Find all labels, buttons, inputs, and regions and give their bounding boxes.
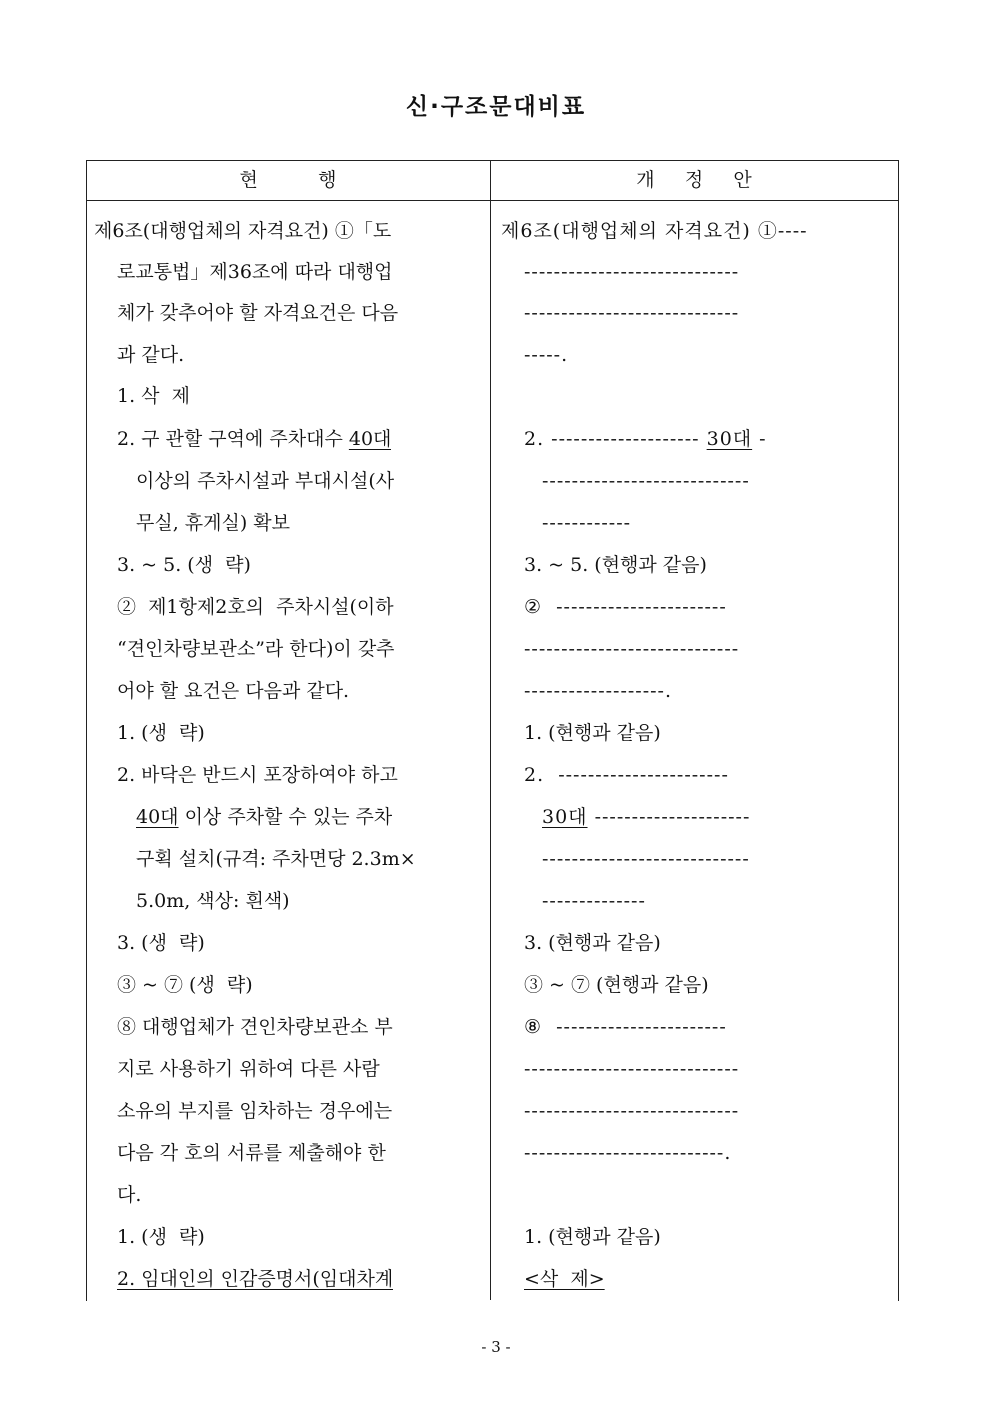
proposed-line: ⑧ -----------------------	[524, 1016, 727, 1038]
underlined-value: 40대	[348, 428, 392, 450]
current-line: “견인차량보관소”라 한다)이 갖추	[117, 638, 395, 660]
current-line: 어야 할 요건은 다음과 같다.	[117, 680, 350, 702]
proposed-line: 1. (현행과 같음)	[524, 722, 661, 744]
current-line: 무실, 휴게실) 확보	[136, 512, 291, 534]
proposed-line: ------------	[542, 512, 632, 534]
current-line: 1. (생 략)	[117, 1226, 205, 1248]
header-proposed: 개 정 안	[636, 169, 752, 191]
proposed-line: -----.	[524, 344, 569, 366]
proposed-line: 제6조(대행업체의 자격요건) ①----	[501, 220, 808, 242]
proposed-line: -----------------------------	[524, 1100, 740, 1122]
current-line: 이상의 주차시설과 부대시설(사	[136, 470, 395, 492]
current-text: 2. 구 관할 구역에 주차대수	[117, 428, 349, 450]
current-text: 이상 주차할 수 있는 주차	[178, 806, 393, 828]
current-line: 로교통법」제36조에 따라 대행업	[117, 261, 393, 283]
current-line: 지로 사용하기 위하여 다른 사람	[117, 1058, 380, 1080]
page-title: 신·구조문대비표	[405, 94, 587, 120]
proposed-text: ---------------------	[587, 806, 751, 828]
current-line: 제6조(대행업체의 자격요건) ①「도	[94, 220, 392, 242]
proposed-line: ---------------------------.	[524, 1142, 732, 1164]
current-line: 1. 삭 제	[117, 385, 190, 407]
current-line: 소유의 부지를 임차하는 경우에는	[117, 1100, 393, 1122]
proposed-line	[524, 418, 767, 460]
current-line: 다음 각 호의 서류를 제출해야 한	[117, 1142, 386, 1164]
proposed-line: --------------	[542, 890, 646, 912]
current-line	[136, 796, 392, 838]
underlined-value: 40대	[136, 806, 179, 828]
proposed-line: ----------------------------	[542, 848, 750, 870]
current-line: ② 제1항제2호의 주차시설(이하	[117, 596, 394, 618]
header-divider	[86, 200, 898, 201]
proposed-line: 1. (현행과 같음)	[524, 1226, 661, 1248]
current-line: 3. ~ 5. (생 략)	[117, 554, 251, 576]
proposed-line: 2. -----------------------	[524, 764, 729, 786]
current-line: 다.	[117, 1184, 142, 1206]
underlined-value: 30대	[542, 806, 588, 828]
proposed-text: -	[752, 428, 767, 450]
proposed-line: ② -----------------------	[524, 596, 727, 618]
current-line	[117, 418, 391, 460]
proposed-text: 2. --------------------	[524, 428, 707, 450]
current-line: 2. 임대인의 인감증명서(임대차계	[117, 1268, 394, 1290]
current-line: 1. (생 략)	[117, 722, 205, 744]
proposed-line: -----------------------------	[524, 261, 740, 283]
proposed-line	[542, 796, 750, 838]
current-line: 2. 바닥은 반드시 포장하여야 하고	[117, 764, 398, 786]
current-line: 과 같다.	[117, 344, 185, 366]
proposed-line: -----------------------------	[524, 1058, 740, 1080]
proposed-line: <삭 제>	[524, 1268, 605, 1290]
current-line: ③ ~ ⑦ (생 략)	[117, 974, 253, 996]
proposed-line: -------------------.	[524, 680, 673, 702]
proposed-line: -----------------------------	[524, 638, 740, 660]
page-number: - 3 -	[481, 1338, 511, 1356]
underlined-value: 30대	[706, 428, 753, 450]
column-divider	[490, 160, 491, 1300]
current-line: 체가 갖추어야 할 자격요건은 다음	[117, 302, 399, 324]
proposed-line: ----------------------------	[542, 470, 750, 492]
proposed-line: 3. ~ 5. (현행과 같음)	[524, 554, 707, 576]
proposed-line: ③ ~ ⑦ (현행과 같음)	[524, 974, 709, 996]
current-line: 구획 설치(규격: 주차면당 2.3m×	[136, 848, 416, 870]
current-line: ⑧ 대행업체가 견인차량보관소 부	[117, 1016, 393, 1038]
current-line: 3. (생 략)	[117, 932, 205, 954]
proposed-line: -----------------------------	[524, 302, 740, 324]
current-line: 5.0m, 색상: 흰색)	[136, 890, 290, 912]
proposed-line: 3. (현행과 같음)	[524, 932, 661, 954]
header-current: 현 행	[239, 169, 337, 191]
